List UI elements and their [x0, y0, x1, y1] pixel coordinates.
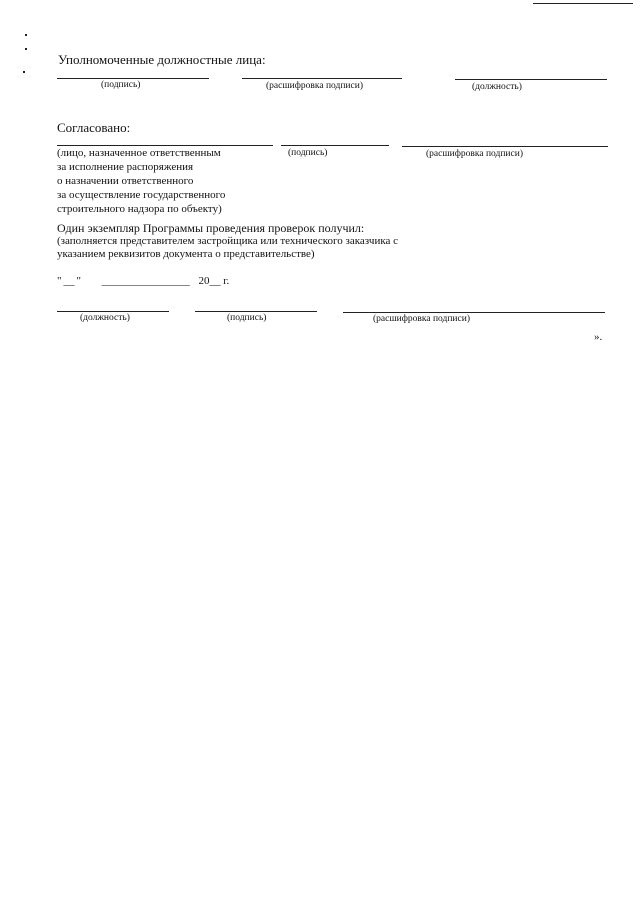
name-caption: (расшифровка подписи)	[373, 314, 470, 324]
position-line	[57, 311, 169, 312]
text-line: Один экземпляр Программы проведения проверок получил:	[57, 221, 365, 235]
name-caption: (расшифровка подписи)	[426, 149, 523, 159]
signature-line	[195, 311, 317, 312]
margin-mark	[25, 48, 27, 50]
caption-line: за исполнение распоряжения	[57, 161, 194, 173]
signature-line	[281, 145, 389, 146]
closing-mark: ».	[594, 331, 603, 343]
signature-caption: (подпись)	[288, 148, 328, 158]
top-edge-line	[533, 3, 633, 4]
date-day-blank: __	[63, 275, 75, 287]
name-line	[242, 78, 402, 79]
date-year: 20__ г.	[198, 275, 230, 287]
authorized-officials-heading: Уполномоченные должностные лица:	[58, 52, 266, 67]
copy-received-text	[57, 222, 398, 261]
date-open-quote: "	[57, 275, 62, 287]
position-caption: (должность)	[80, 313, 130, 323]
signature-caption: (подпись)	[101, 80, 141, 90]
signature-line	[57, 78, 209, 79]
responsible-person-caption	[57, 146, 225, 216]
text-line: (заполняется представителем застройщика или технического заказчика с	[57, 235, 399, 247]
agreed-heading: Согласовано:	[57, 120, 131, 135]
margin-mark	[23, 71, 25, 73]
signature-caption: (подпись)	[227, 313, 267, 323]
caption-line: (лицо, назначенное ответственным	[57, 147, 221, 159]
caption-line: строительного надзора по объекту)	[57, 203, 222, 215]
text-line: указанием реквизитов документа о представительстве)	[57, 248, 315, 260]
date-month-blank: ________________	[101, 275, 190, 287]
name-caption: (расшифровка подписи)	[266, 81, 363, 91]
position-line	[455, 79, 607, 80]
name-line	[343, 312, 605, 313]
caption-line: за осуществление государственного	[57, 189, 226, 201]
margin-mark	[25, 34, 27, 36]
position-caption: (должность)	[472, 82, 522, 92]
caption-line: о назначении ответственного	[57, 175, 194, 187]
date-field	[57, 274, 229, 288]
date-close-quote: "	[76, 275, 81, 287]
name-line	[402, 146, 608, 147]
